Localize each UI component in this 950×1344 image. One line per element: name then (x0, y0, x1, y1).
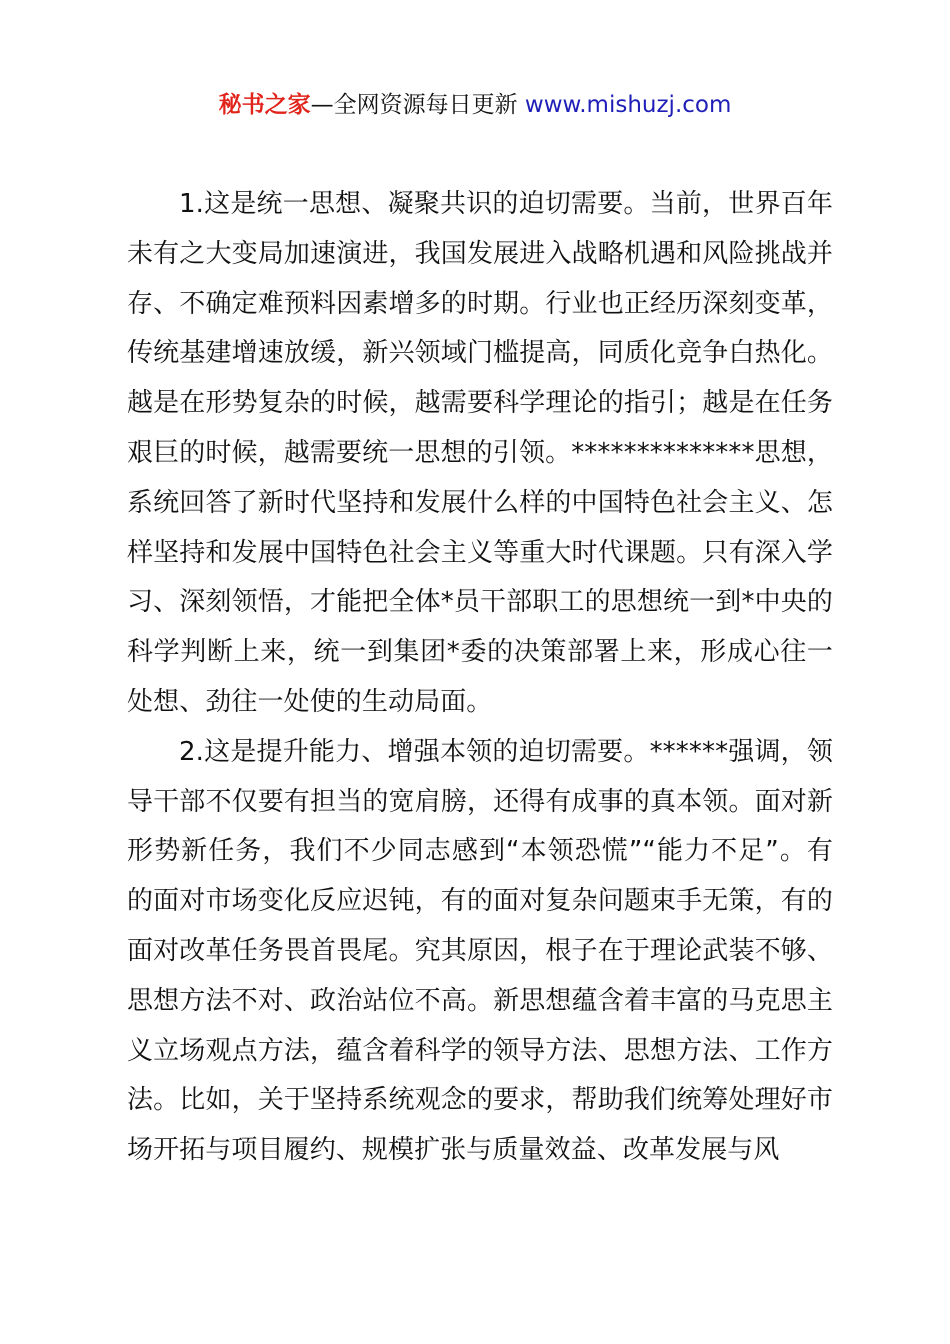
paragraph-2: 2.这是提升能力、增强本领的迫切需要。******强调，领导干部不仅要有担当的宽肩膀，还得有成事的真本领。面对新形势新任务，我们不少同志感到“本领恐慌”“能力不足”。有的面对市场变化反应迟钝，有的面对复杂问题束手无策，有的面对改革任务畏首畏尾。究其原因，根子在于理论武装不够、思想方法不对、政治站位不高。新思想蕴含着丰富的马克思主义立场观点方法，蕴含着科学的领导方法、思想方法、工作方法。比如，关于坚持系统观念的要求，帮助我们统筹处理好市场开拓与项目履约、规模扩张与质量效益、改革发展与风 (127, 736, 833, 1166)
paragraph-1: 1.这是统一思想、凝聚共识的迫切需要。当前，世界百年未有之大变局加速演进，我国发展进入战略机遇和风险挑战并存、不确定难预料因素增多的时期。行业也正经历深刻变革，传统基建增速放缓，新兴领域门槛提高，同质化竞争白热化。越是在形势复杂的时候，越需要科学理论的指引；越是在任务艰巨的时候，越需要统一思想的引领。**************思想，系统回答了新时代坚持和发展什么样的中国特色社会主义、怎样坚持和发展中国特色社会主义等重大时代课题。只有深入学习、深刻领悟，才能把全体*员干部职工的思想统一到*中央的科学判断上来，统一到集团*委的决策部署上来，形成心往一处想、劲往一处使的生动局面。 (127, 189, 833, 717)
brand-name: 秘书之家 (218, 92, 311, 118)
header-tagline: —全网资源每日更新 (310, 92, 525, 118)
document-body (127, 180, 833, 1176)
site-header (0, 88, 950, 122)
site-url-link[interactable]: www.mishuzj.com (524, 92, 732, 118)
